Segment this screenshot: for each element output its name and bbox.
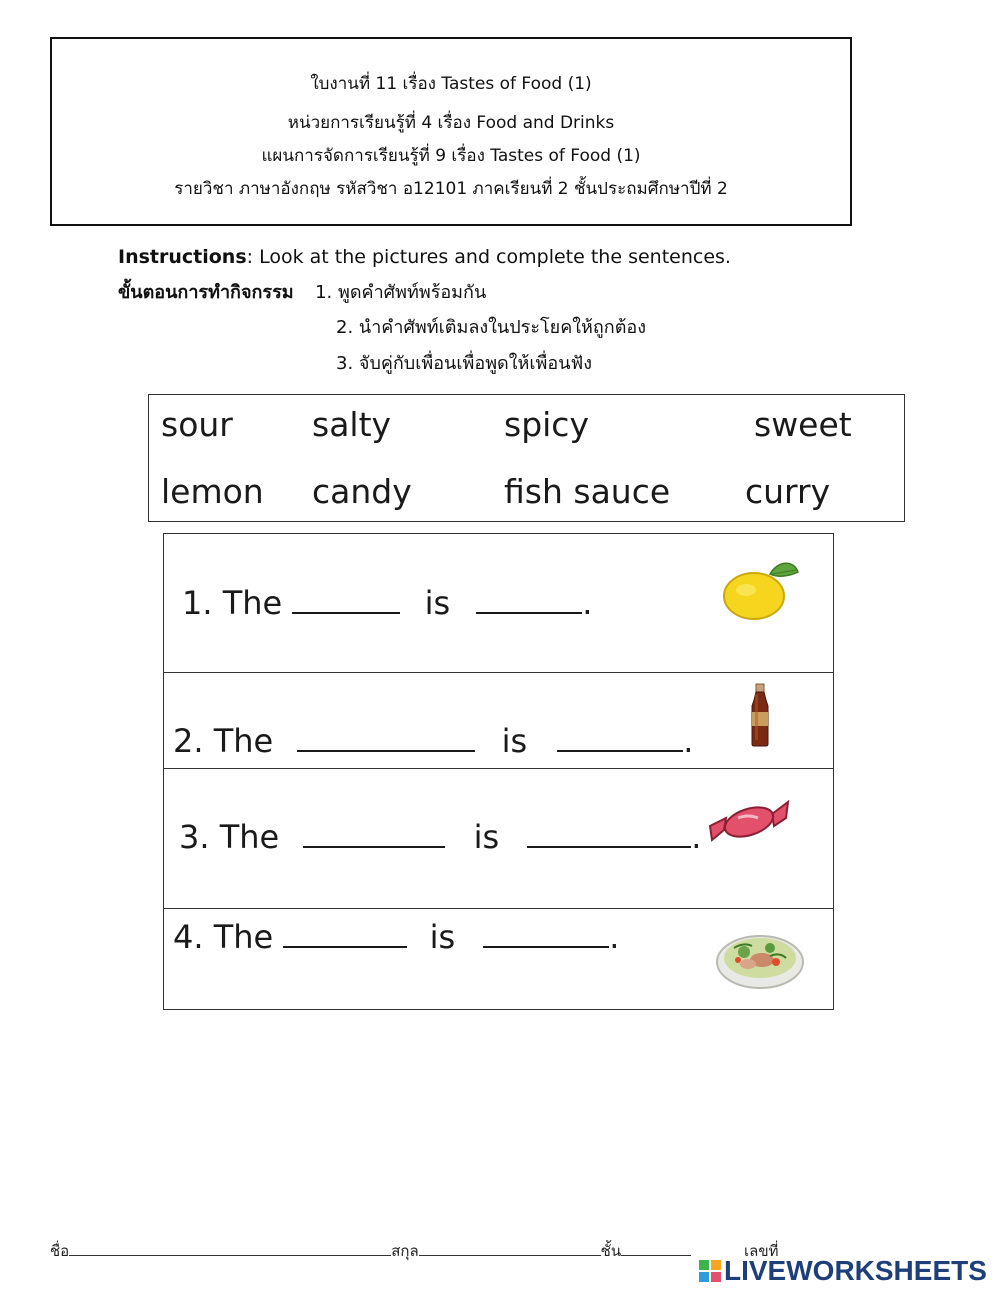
word-sweet: sweet	[754, 405, 852, 444]
name-field[interactable]	[69, 1241, 391, 1256]
sentence-end: .	[691, 818, 702, 856]
blank-taste-3[interactable]	[527, 816, 691, 848]
blank-taste-4[interactable]	[483, 916, 609, 948]
sentence-number: 1.	[182, 584, 213, 622]
name-label: ชื่อ	[50, 1242, 70, 1260]
sentence-3	[179, 816, 701, 857]
step-1: 1. พูดคำศัพท์พร้อมกัน	[315, 282, 487, 303]
sentence-end: .	[609, 918, 620, 956]
sentence-is: is	[429, 918, 456, 956]
subject-info: รายวิชา ภาษาอังกฤษ รหัสวิชา อ12101 ภาคเรียนที่ 2 ชั้นประถมศึกษาปีที่ 2	[174, 179, 728, 199]
plan-title: แผนการจัดการเรียนรู้ที่ 9 เรื่อง Tastes of Food (1)	[261, 146, 641, 166]
number-label: เลขที่	[744, 1242, 779, 1260]
steps-row-1	[118, 281, 486, 305]
blank-noun-1[interactable]	[292, 582, 400, 614]
sentence-2	[173, 720, 693, 761]
logo-grid-icon	[698, 1259, 722, 1283]
sentence-number: 4.	[173, 918, 204, 956]
word-spicy: spicy	[504, 405, 589, 444]
student-info-row	[50, 1241, 691, 1261]
word-bank	[148, 394, 905, 522]
word-curry: curry	[745, 472, 831, 511]
sentence-number: 2.	[173, 722, 204, 760]
word-salty: salty	[312, 405, 392, 444]
blank-noun-4[interactable]	[283, 916, 407, 948]
liveworksheets-logo	[698, 1255, 987, 1287]
blank-taste-1[interactable]	[476, 582, 582, 614]
sentence-the: The	[222, 584, 283, 622]
logo-text: LIVEWORKSHEETS	[724, 1255, 987, 1286]
row-divider	[164, 908, 833, 909]
sentence-number: 3.	[179, 818, 210, 856]
word-fish-sauce: fish sauce	[504, 472, 671, 511]
instructions	[118, 245, 731, 269]
steps-label: ขั้นตอนการทำกิจกรรม	[118, 282, 294, 303]
surname-label: สกุล	[391, 1242, 419, 1260]
header-box	[50, 37, 852, 226]
curry-bowl-icon	[714, 922, 806, 998]
fish-sauce-bottle-icon	[748, 682, 772, 752]
sentence-is: is	[424, 584, 451, 622]
candy-icon	[706, 796, 792, 856]
sentence-1	[182, 582, 592, 623]
word-candy: candy	[312, 472, 412, 511]
sentence-the: The	[213, 722, 274, 760]
sentence-is: is	[501, 722, 528, 760]
surname-field[interactable]	[419, 1241, 601, 1256]
step-2: 2. นำคำศัพท์เติมลงในประโยคให้ถูกต้อง	[336, 317, 646, 338]
sentence-4	[173, 916, 619, 957]
sentence-end: .	[683, 722, 694, 760]
blank-noun-3[interactable]	[303, 816, 445, 848]
class-label: ชั้น	[600, 1242, 622, 1260]
sentence-is: is	[473, 818, 500, 856]
worksheet-title: ใบงานที่ 11 เรื่อง Tastes of Food (1)	[310, 74, 592, 94]
blank-taste-2[interactable]	[557, 720, 683, 752]
row-divider	[164, 672, 833, 673]
sentence-the: The	[213, 918, 274, 956]
word-lemon: lemon	[161, 472, 264, 511]
sentence-table	[163, 533, 834, 1010]
instructions-text: : Look at the pictures and complete the sentences.	[246, 246, 731, 268]
blank-noun-2[interactable]	[297, 720, 475, 752]
sentence-the: The	[219, 818, 280, 856]
unit-title: หน่วยการเรียนรู้ที่ 4 เรื่อง Food and Drinks	[287, 113, 615, 133]
class-field[interactable]	[621, 1241, 691, 1256]
lemon-icon	[720, 558, 802, 628]
step-3: 3. จับคู่กับเพื่อนเพื่อพูดให้เพื่อนฟัง	[336, 353, 593, 374]
row-divider	[164, 768, 833, 769]
instructions-label: Instructions	[118, 246, 247, 268]
word-sour: sour	[161, 405, 233, 444]
sentence-end: .	[582, 584, 593, 622]
